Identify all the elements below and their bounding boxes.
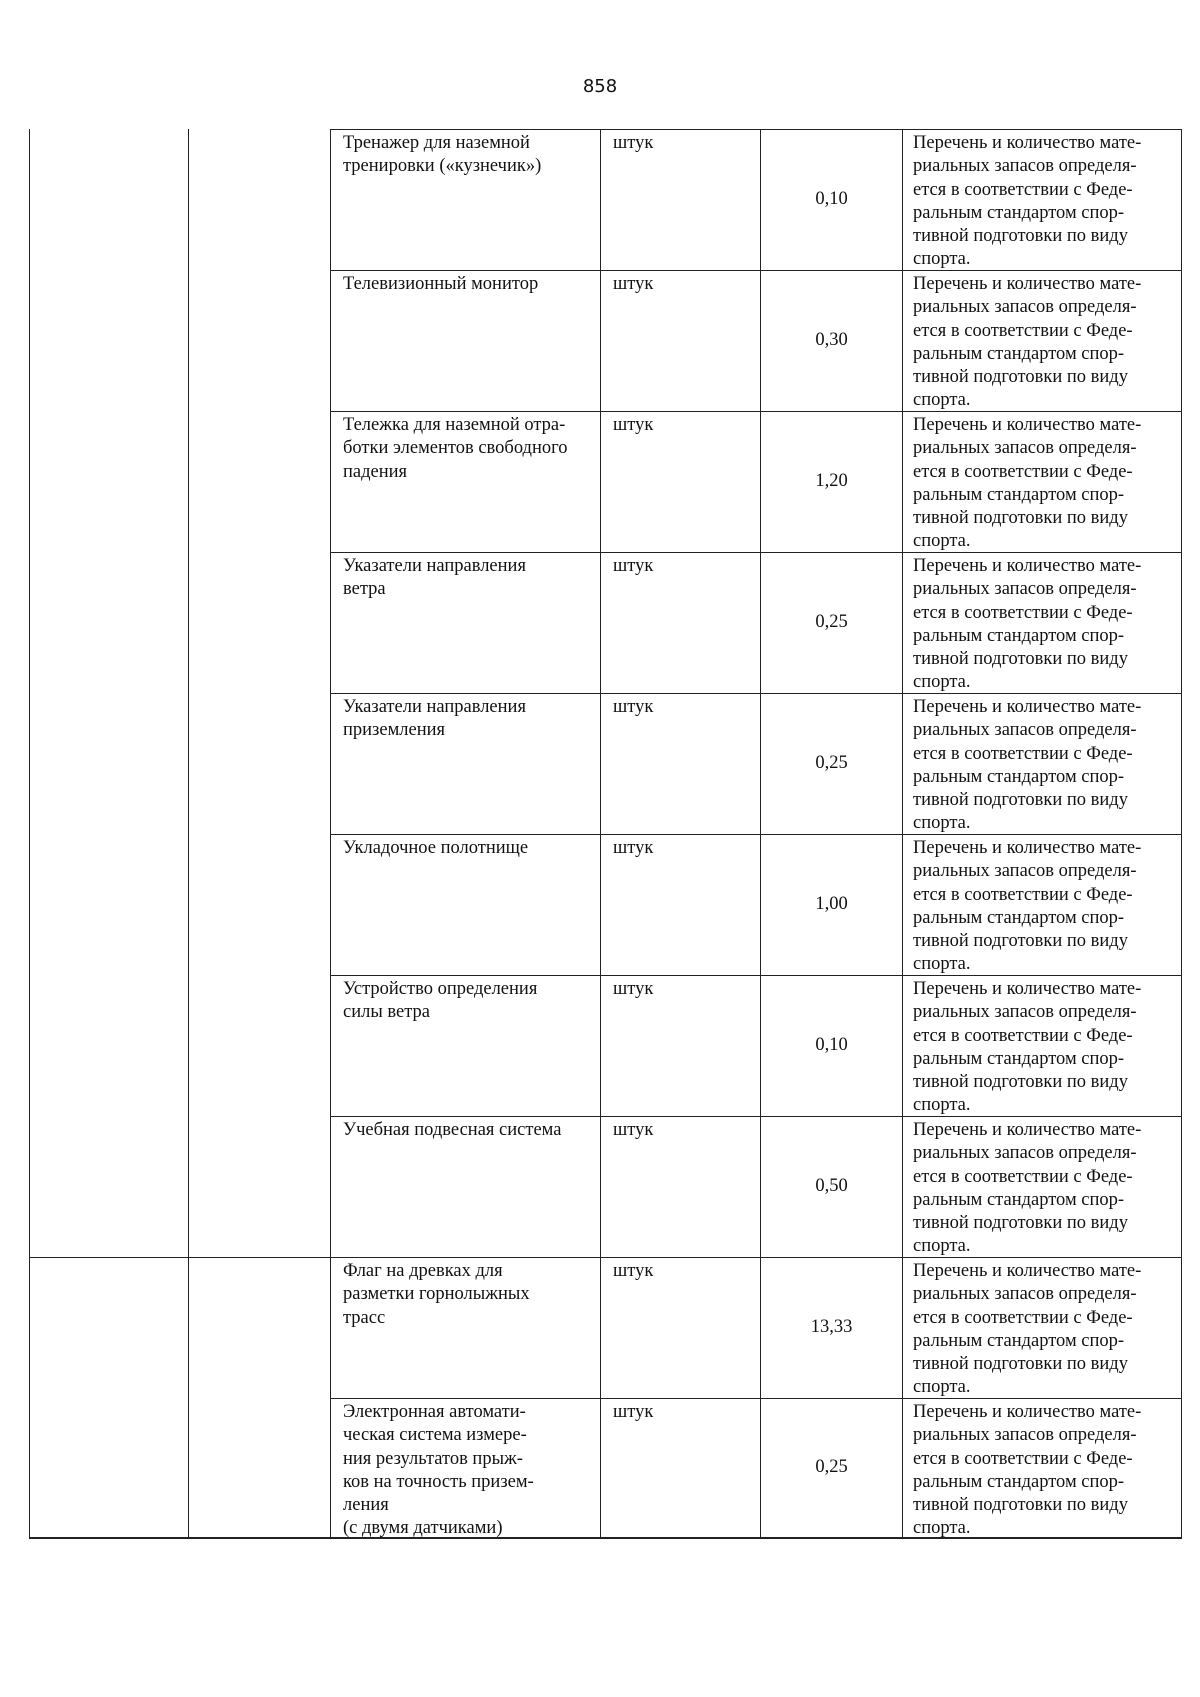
- note-cell: Перечень и количество мате- риальных запасов определя- ется в соответствии с Феде- ральным стандартом спор- тивной подготовки по виду спорта.: [902, 1116, 1182, 1257]
- quantity-value: 0,10: [815, 189, 848, 210]
- equipment-name: Электронная автомати- ческая система измере- ния результатов прыж- ков на точность призем- ления (с двумя датчиками): [330, 1398, 600, 1538]
- note-cell: Перечень и количество мате- риальных запасов определя- ется в соответствии с Феде- ральным стандартом спор- тивной подготовки по виду спорта.: [902, 411, 1182, 552]
- empty-cell: [188, 693, 331, 834]
- note-cell: Перечень и количество мате- риальных запасов определя- ется в соответствии с Феде- ральным стандартом спор- тивной подготовки по виду спорта.: [902, 1398, 1182, 1538]
- unit-cell: штук: [600, 552, 760, 693]
- quantity-value: 1,20: [815, 471, 848, 492]
- empty-cell: [29, 1398, 189, 1538]
- empty-cell: [188, 270, 331, 411]
- empty-cell: [188, 1398, 331, 1538]
- table-row: [29, 1398, 1182, 1539]
- empty-cell: [188, 834, 331, 975]
- unit-cell: штук: [600, 1116, 760, 1257]
- table-row: [29, 1257, 1182, 1398]
- quantity-cell: [760, 1398, 902, 1538]
- quantity-value: 13,33: [810, 1317, 853, 1338]
- note-cell: Перечень и количество мате- риальных запасов определя- ется в соответствии с Феде- ральным стандартом спор- тивной подготовки по виду спорта.: [902, 834, 1182, 975]
- table-row: [29, 1116, 1182, 1257]
- quantity-cell: [760, 411, 902, 552]
- empty-cell: [188, 1257, 331, 1398]
- quantity-value: 0,10: [815, 1035, 848, 1056]
- note-cell: Перечень и количество мате- риальных запасов определя- ется в соответствии с Феде- ральным стандартом спор- тивной подготовки по виду спорта.: [902, 552, 1182, 693]
- equipment-name: Флаг на древках для разметки горнолыжных трасс: [330, 1257, 600, 1398]
- equipment-name: Указатели направления приземления: [330, 693, 600, 834]
- unit-cell: штук: [600, 411, 760, 552]
- empty-cell: [29, 834, 189, 975]
- empty-cell: [188, 975, 331, 1116]
- unit-cell: штук: [600, 129, 760, 270]
- equipment-name: Указатели направления ветра: [330, 552, 600, 693]
- table-row: [29, 129, 1182, 270]
- empty-cell: [29, 411, 189, 552]
- note-cell: Перечень и количество мате- риальных запасов определя- ется в соответствии с Феде- ральным стандартом спор- тивной подготовки по виду спорта.: [902, 129, 1182, 270]
- quantity-cell: [760, 270, 902, 411]
- empty-cell: [29, 129, 189, 270]
- quantity-cell: [760, 552, 902, 693]
- empty-cell: [29, 1257, 189, 1398]
- quantity-value: 0,25: [815, 753, 848, 774]
- quantity-value: 0,50: [815, 1176, 848, 1197]
- empty-cell: [29, 552, 189, 693]
- quantity-value: 1,00: [815, 894, 848, 915]
- unit-cell: штук: [600, 975, 760, 1116]
- equipment-name: Тележка для наземной отра- ботки элементов свободного падения: [330, 411, 600, 552]
- quantity-cell: [760, 975, 902, 1116]
- table-row: [29, 834, 1182, 975]
- empty-cell: [188, 1116, 331, 1257]
- table-row: [29, 975, 1182, 1116]
- empty-cell: [29, 1116, 189, 1257]
- empty-cell: [29, 693, 189, 834]
- unit-cell: штук: [600, 834, 760, 975]
- quantity-cell: [760, 693, 902, 834]
- empty-cell: [29, 270, 189, 411]
- equipment-name: Укладочное полотнище: [330, 834, 600, 975]
- note-cell: Перечень и количество мате- риальных запасов определя- ется в соответствии с Феде- ральным стандартом спор- тивной подготовки по виду спорта.: [902, 1257, 1182, 1398]
- unit-cell: штук: [600, 693, 760, 834]
- table-row: [29, 270, 1182, 411]
- equipment-name: Учебная подвесная система: [330, 1116, 600, 1257]
- table-row: [29, 411, 1182, 552]
- quantity-value: 0,25: [815, 1457, 848, 1478]
- unit-cell: штук: [600, 1257, 760, 1398]
- empty-cell: [188, 411, 331, 552]
- quantity-value: 0,25: [815, 612, 848, 633]
- quantity-cell: [760, 834, 902, 975]
- quantity-cell: [760, 129, 902, 270]
- equipment-name: Телевизионный монитор: [330, 270, 600, 411]
- unit-cell: штук: [600, 1398, 760, 1538]
- empty-cell: [29, 975, 189, 1116]
- table-row: [29, 693, 1182, 834]
- table-row: [29, 552, 1182, 693]
- quantity-value: 0,30: [815, 330, 848, 351]
- page-number: 858: [582, 76, 618, 97]
- note-cell: Перечень и количество мате- риальных запасов определя- ется в соответствии с Феде- ральным стандартом спор- тивной подготовки по виду спорта.: [902, 975, 1182, 1116]
- equipment-name: Устройство определения силы ветра: [330, 975, 600, 1116]
- equipment-name: Тренажер для наземной тренировки («кузнечик»): [330, 129, 600, 270]
- empty-cell: [188, 129, 331, 270]
- note-cell: Перечень и количество мате- риальных запасов определя- ется в соответствии с Феде- ральным стандартом спор- тивной подготовки по виду спорта.: [902, 270, 1182, 411]
- unit-cell: штук: [600, 270, 760, 411]
- quantity-cell: [760, 1116, 902, 1257]
- empty-cell: [188, 552, 331, 693]
- quantity-cell: [760, 1257, 902, 1398]
- note-cell: Перечень и количество мате- риальных запасов определя- ется в соответствии с Феде- ральным стандартом спор- тивной подготовки по виду спорта.: [902, 693, 1182, 834]
